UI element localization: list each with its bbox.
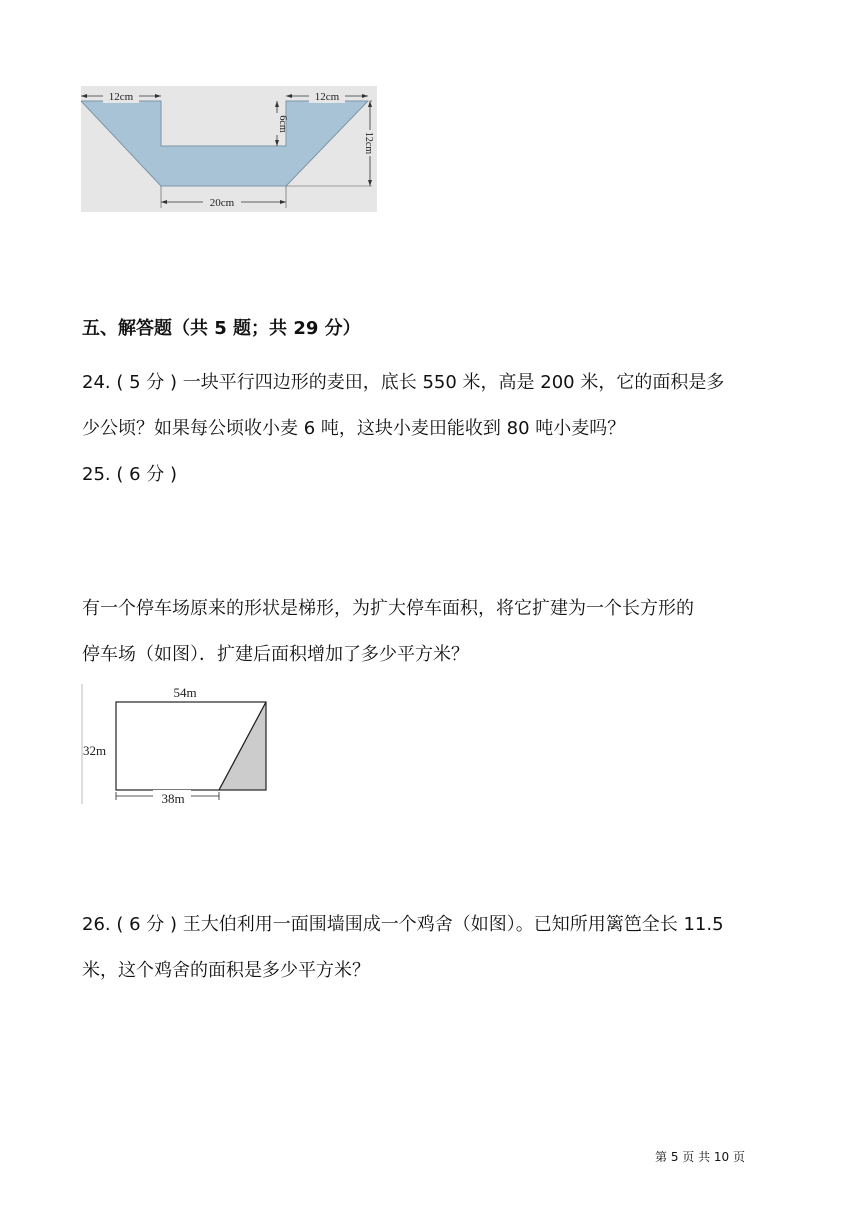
page-number: 第 5 页 共 10 页	[655, 1150, 745, 1164]
question-26-line-2: 米，这个鸡舍的面积是多少平方米？	[82, 960, 370, 981]
left-height-label: 32m	[83, 743, 107, 758]
question-25-line-2: 停车场（如图）．扩建后面积增加了多少平方米？	[82, 644, 469, 665]
total-height-label: 12cm	[363, 131, 374, 155]
top-length-label: 54m	[173, 685, 197, 700]
inner-height-label: 6cm	[277, 115, 288, 133]
top-left-dimension-label: 12cm	[108, 91, 134, 103]
bottom-dimension-label: 20cm	[209, 197, 235, 209]
question-25-line-1: 有一个停车场原来的形状是梯形，为扩大停车面积，将它扩建为一个长方形的	[82, 598, 694, 619]
question-24-line-1: 24. ( 5 分 ) 一块平行四边形的麦田，底长 550 米，高是 200 米，它的面积是多	[82, 372, 725, 393]
trapezoid-notch-figure	[81, 86, 377, 212]
bottom-length-label: 38m	[161, 791, 185, 806]
question-24-line-2: 少公顷？如果每公顷收小麦 6 吨，这块小麦田能收到 80 吨小麦吗？	[82, 418, 626, 439]
question-26-line-1: 26. ( 6 分 ) 王大伯利用一面围墙围成一个鸡舍（如图）。已知所用篱笆全长 11.5	[82, 914, 724, 935]
parking-lot-figure	[81, 684, 271, 806]
top-right-dimension-label: 12cm	[314, 91, 340, 103]
section-title: 五、解答题（共 5 题；共 29 分）	[82, 318, 361, 339]
question-25-header: 25. ( 6 分 )	[82, 464, 178, 485]
